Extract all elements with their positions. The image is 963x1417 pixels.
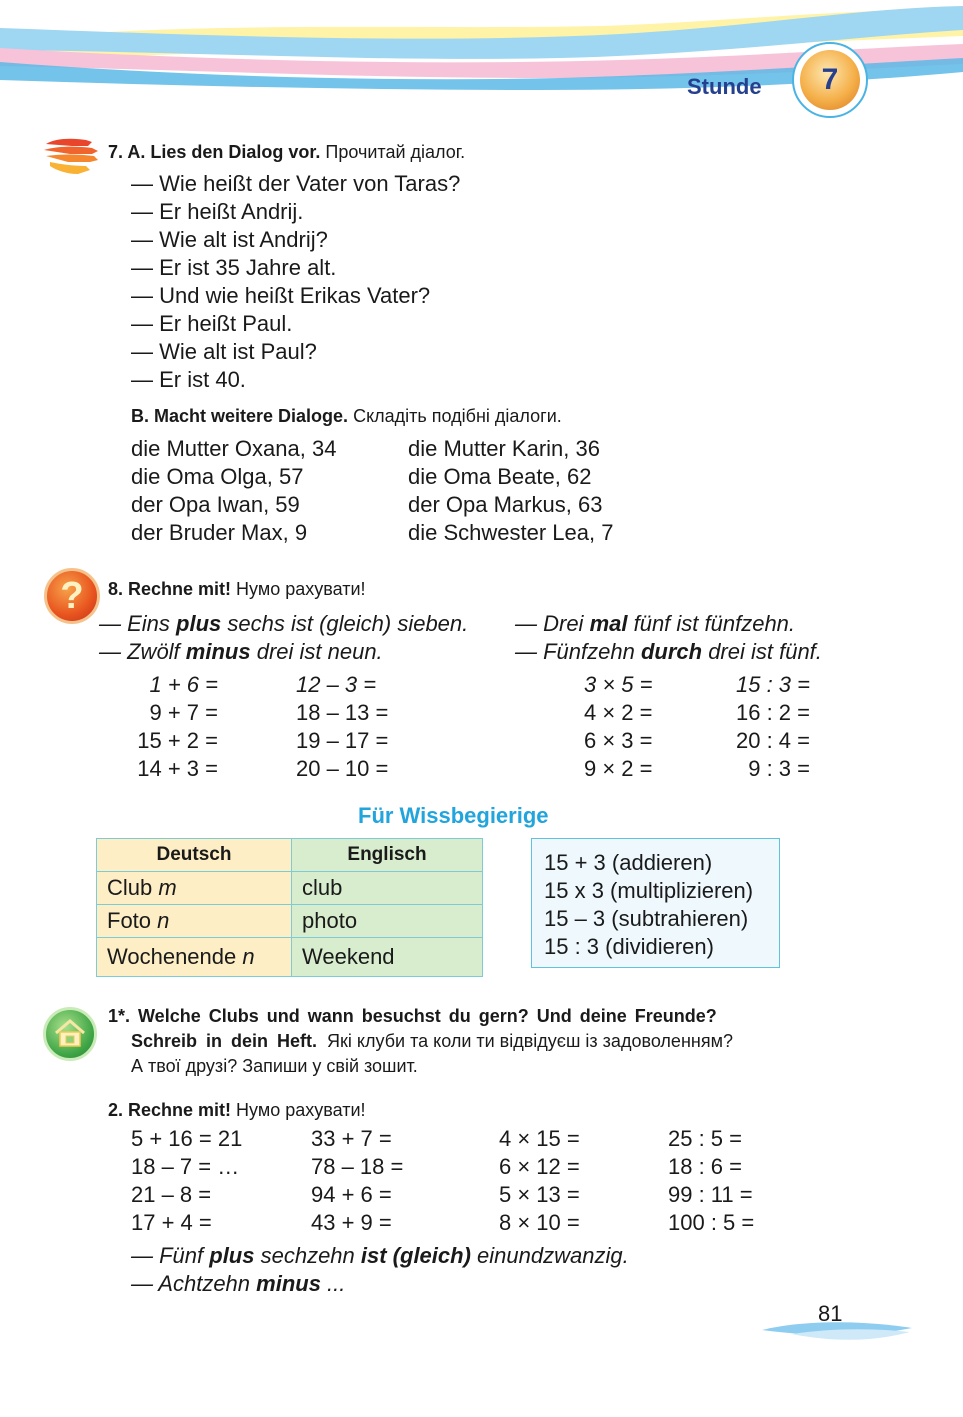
german-word: Club m (97, 872, 292, 905)
operation-line: 15 – 3 (subtrahieren) (544, 906, 749, 931)
family-item: die Mutter Karin, 36 (408, 436, 600, 461)
hw2-col-4 (668, 1125, 754, 1237)
family-item: die Oma Olga, 57 (131, 464, 304, 489)
dialog-line: — Und wie heißt Erikas Vater? (131, 283, 431, 308)
vocabulary-table (96, 838, 483, 977)
wissbegierige-title: Für Wissbegierige (358, 803, 549, 828)
hw2-col-2 (311, 1125, 403, 1237)
math-task: 9 + 7 = (149, 700, 218, 725)
math-task: 19 – 17 = (296, 728, 389, 753)
dialog-line: — Wie alt ist Andrij? (131, 227, 328, 252)
dialog-line: — Er heißt Andrij. (131, 199, 304, 224)
math-task: 3 × 5 = (584, 672, 653, 697)
math-task: 6 × 12 = (499, 1154, 580, 1179)
math-task: 43 + 9 = (311, 1210, 392, 1235)
math-task: 9 : 3 = (748, 756, 810, 781)
dialog-line: — Er ist 35 Jahre alt. (131, 255, 337, 280)
math-task: 33 + 7 = (311, 1126, 392, 1151)
family-item: der Opa Iwan, 59 (131, 492, 300, 517)
hw2-example-1: — Fünf plus sechzehn ist (gleich) einundzwanzig. (131, 1243, 629, 1268)
math-task: 18 – 7 = … (131, 1154, 240, 1179)
table-row (97, 905, 483, 938)
lesson-number: 7 (800, 50, 860, 110)
math-task: 21 – 8 = (131, 1182, 212, 1207)
math-task: 15 : 3 = (735, 672, 810, 697)
ex8-example-plus: — Eins plus sechs ist (gleich) sieben. (99, 611, 469, 636)
ex7b-left-column (131, 435, 336, 547)
column-header-deutsch: Deutsch (97, 839, 292, 872)
math-task: 99 : 11 = (668, 1182, 753, 1207)
ex7b-right-column (408, 435, 613, 547)
table-row (97, 938, 483, 977)
hw2-col-1 (131, 1125, 242, 1237)
ex8-example-durch: — Fünfzehn durch drei ist fünf. (515, 639, 822, 664)
math-task: 94 + 6 = (311, 1182, 392, 1207)
table-row (97, 872, 483, 905)
english-word: Weekend (292, 938, 483, 977)
hw1-instruction-ua: А твої друзі? Запиши у свій зошит. (131, 1056, 418, 1076)
family-item: der Opa Markus, 63 (408, 492, 603, 517)
math-task: 20 : 4 = (735, 728, 810, 753)
math-task: 78 – 18 = (311, 1154, 404, 1179)
page-number: 81 (818, 1301, 843, 1326)
math-task: 4 × 2 = (584, 700, 653, 725)
math-task: 9 × 2 = (584, 756, 653, 781)
ex8-example-minus: — Zwölf minus drei ist neun. (99, 639, 383, 664)
math-task: 5 + 16 = 21 (131, 1126, 243, 1151)
hw2-heading: 2. Rechne mit! Нумо рахувати! (108, 1100, 366, 1120)
family-item: die Oma Beate, 62 (408, 464, 592, 489)
operation-line: 15 x 3 (multiplizieren) (544, 878, 754, 903)
dialog-line: — Wie heißt der Vater von Taras? (131, 171, 461, 196)
hw2-col-3 (499, 1125, 580, 1237)
ex8-example-mal: — Drei mal fünf ist fünfzehn. (515, 611, 796, 636)
math-task: 18 – 13 = (296, 700, 389, 725)
ex7b-heading: B. Macht weitere Dialoge. Складіть подібні діалоги. (131, 406, 562, 426)
ex8-heading: 8. Rechne mit! Нумо рахувати! (108, 579, 366, 599)
math-task: 17 + 4 = (131, 1210, 212, 1235)
math-task: 5 × 13 = (499, 1182, 580, 1207)
math-task: 25 : 5 = (668, 1126, 743, 1151)
ex8-col-addition (118, 671, 218, 783)
math-task: 12 – 3 = (296, 672, 377, 697)
table-header-row (97, 839, 483, 872)
math-task: 16 : 2 = (735, 700, 810, 725)
house-icon (43, 1007, 97, 1061)
math-task: 18 : 6 = (668, 1154, 743, 1179)
math-task: 6 × 3 = (584, 728, 653, 753)
math-task: 15 + 2 = (137, 728, 218, 753)
reading-hand-icon (42, 134, 100, 178)
family-item: die Schwester Lea, 7 (408, 520, 614, 545)
operation-line: 15 + 3 (addieren) (544, 850, 713, 875)
ex7-dialog (131, 170, 460, 394)
ex8-col-subtraction (296, 671, 388, 783)
english-word: photo (292, 905, 483, 938)
math-task: 1 + 6 = (149, 672, 218, 697)
hw1-question: 1*. Welche Clubs und wann besuchst du gern? Und deine Freunde? (108, 1006, 717, 1026)
math-task: 14 + 3 = (137, 756, 218, 781)
family-item: der Bruder Max, 9 (131, 520, 308, 545)
ex8-col-multiplication (584, 671, 653, 783)
english-word: club (292, 872, 483, 905)
dialog-line: — Wie alt ist Paul? (131, 339, 317, 364)
german-word: Wochenende n (97, 938, 292, 977)
lesson-label: Stunde (687, 74, 762, 99)
family-item: die Mutter Oxana, 34 (131, 436, 337, 461)
ex8-col-division (712, 671, 810, 783)
hw1-instruction: Schreib in dein Heft. Які клуби та коли ти відвідуєш із задоволенням? (131, 1031, 733, 1051)
dialog-line: — Er heißt Paul. (131, 311, 293, 336)
operation-line: 15 : 3 (dividieren) (544, 934, 714, 959)
dialog-line: — Er ist 40. (131, 367, 246, 392)
math-task: 20 – 10 = (296, 756, 389, 781)
math-task: 8 × 10 = (499, 1210, 580, 1235)
operations-box (531, 838, 780, 968)
column-header-englisch: Englisch (292, 839, 483, 872)
math-task: 4 × 15 = (499, 1126, 580, 1151)
math-task: 100 : 5 = (668, 1210, 755, 1235)
ex7-heading: 7. A. Lies den Dialog vor. Прочитай діалог. (108, 142, 466, 162)
hw2-example-2: — Achtzehn minus ... (131, 1271, 346, 1296)
german-word: Foto n (97, 905, 292, 938)
question-icon: ? (44, 568, 100, 624)
